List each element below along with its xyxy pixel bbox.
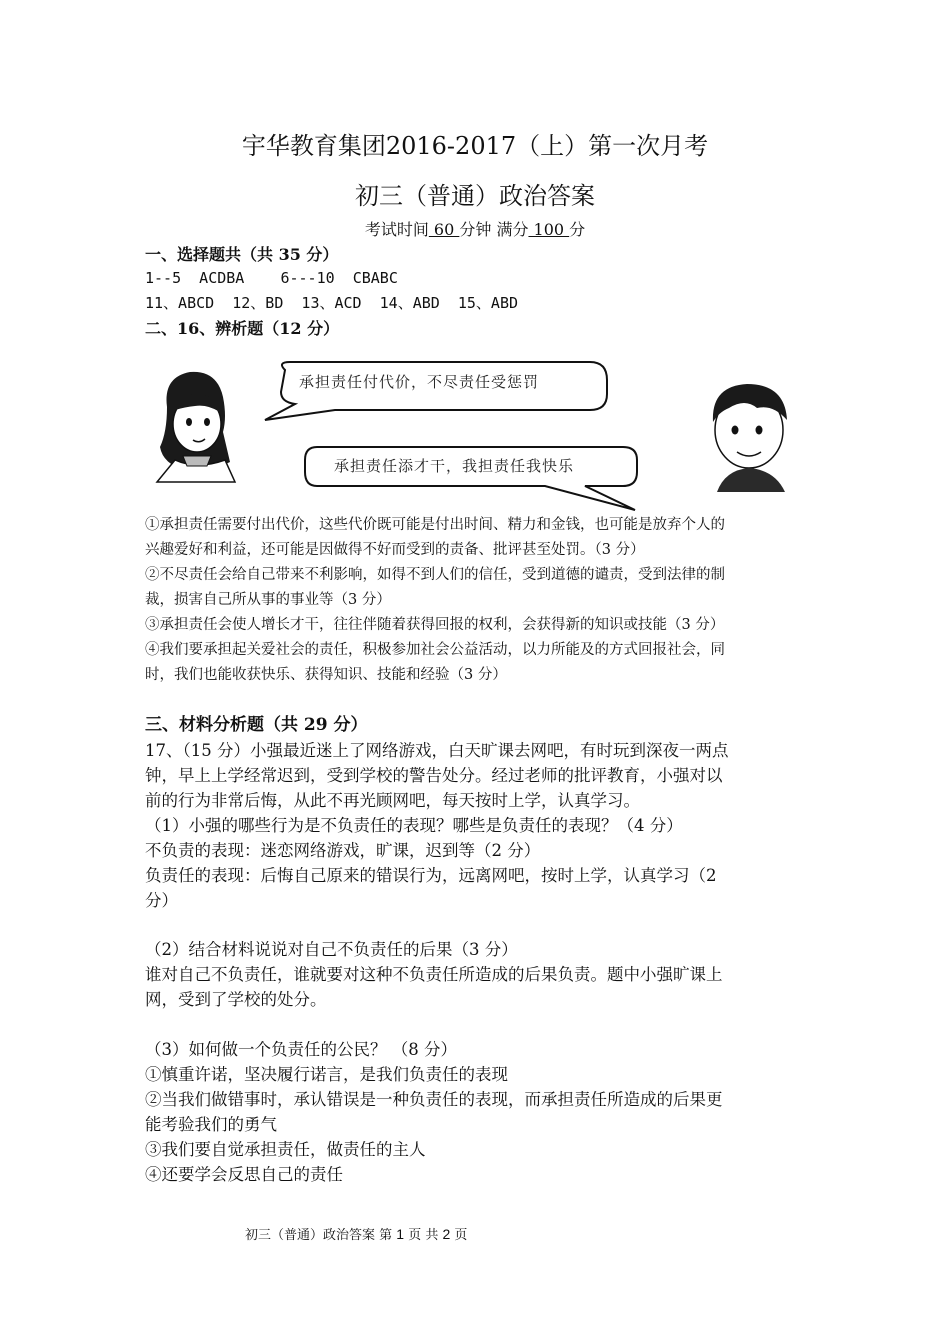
answer-line: 分） [145, 891, 178, 910]
answer-line: 谁对自己不负责任，谁就要对这种不负责任所造成的后果负责。题中小强旷课上 [145, 965, 723, 984]
material-line: 钟，早上上学经常迟到，受到学校的警告处分。经过老师的批评教育，小强对以 [145, 766, 723, 785]
answer-line: 能考验我们的勇气 [145, 1115, 277, 1134]
question-1: （1）小强的哪些行为是不负责任的表现？哪些是负责任的表现？（4 分） [145, 816, 683, 835]
section2-heading: 二、16、辨析题（12 分） [145, 319, 340, 338]
answer-line: 网，受到了学校的处分。 [145, 990, 327, 1009]
answer-line: ④我们要承担起关爱社会的责任，积极参加社会公益活动，以力所能及的方式回报社会，同 [145, 642, 725, 658]
footer-page-number: 1 [396, 1226, 405, 1242]
answer-line: ①慎重许诺，坚决履行诺言，是我们负责任的表现 [145, 1065, 508, 1084]
page-footer [245, 1224, 467, 1243]
choice-answers-row1: 1--5 ACDBA 6---10 CBABC [145, 269, 398, 287]
page-title: 宇华教育集团2016-2017（上）第一次月考 [241, 132, 709, 160]
full-score-value: 100 [528, 220, 570, 239]
answer-line: 裁，损害自己所从事的事业等（3 分） [145, 592, 391, 608]
answer-line: ③承担责任会使人增长才干，往往伴随着获得回报的权利，会获得新的知识或技能（3 分） [145, 617, 725, 633]
answer-line: 时，我们也能收获快乐、获得知识、技能和经验（3 分） [145, 667, 507, 683]
exam-time-value: 60 [428, 220, 460, 239]
question-3: （3）如何做一个负责任的公民？ （8 分） [145, 1040, 457, 1059]
answer-line: ②当我们做错事时，承认错误是一种负责任的表现，而承担责任所造成的后果更 [145, 1090, 723, 1109]
girl-figure [157, 372, 235, 482]
bubble-top-text: 承担责任付代价，不尽责任受惩罚 [299, 373, 540, 391]
choice-answers-row2: 11、ABCD 12、BD 13、ACD 14、ABD 15、ABD [145, 294, 519, 312]
meta-prefix: 考试时间 [364, 220, 429, 239]
bubble-bottom-text: 承担责任添才干，我担责任我快乐 [334, 457, 575, 475]
exam-meta [0, 217, 950, 240]
material-line: 17、（15 分）小强最近迷上了网络游戏，白天旷课去网吧，有时玩到深夜一两点 [145, 741, 729, 760]
meta-suffix: 分 [569, 220, 586, 239]
footer-mid: 页 共 [404, 1228, 443, 1243]
footer-end: 页 [450, 1228, 468, 1243]
answer-line: ④还要学会反思自己的责任 [145, 1165, 343, 1184]
answer-line: ③我们要自觉承担责任，做责任的主人 [145, 1140, 426, 1159]
answer-line: ②不尽责任会给自己带来不利影响，如得不到人们的信任，受到道德的谴责，受到法律的制 [145, 567, 725, 583]
meta-mid: 分钟 满分 [459, 220, 529, 239]
section1-heading: 一、选择题共（共 35 分） [145, 245, 339, 264]
footer-label: 初三（普通）政治答案 第 [245, 1228, 397, 1243]
answer-line: 兴趣爱好和利益，还可能是因做得不好而受到的责备、批评甚至处罚。（3 分） [145, 542, 645, 558]
boy-figure [713, 384, 787, 492]
answer-line: 负责任的表现：后悔自己原来的错误行为，远离网吧，按时上学，认真学习（2 [145, 866, 717, 885]
answer-line: ①承担责任需要付出代价，这些代价既可能是付出时间、精力和金钱，也可能是放弃个人的 [145, 517, 725, 533]
section3-heading: 三、材料分析题（共 29 分） [145, 715, 368, 735]
answer-line: 不负责的表现：迷恋网络游戏，旷课，迟到等（2 分） [145, 841, 541, 860]
footer-total-pages: 2 [442, 1226, 451, 1242]
question-2: （2）结合材料说说对自己不负责任的后果（3 分） [145, 940, 518, 959]
page-subtitle: 初三（普通）政治答案 [355, 182, 595, 210]
material-line: 前的行为非常后悔，从此不再光顾网吧，每天按时上学，认真学习。 [145, 791, 640, 810]
